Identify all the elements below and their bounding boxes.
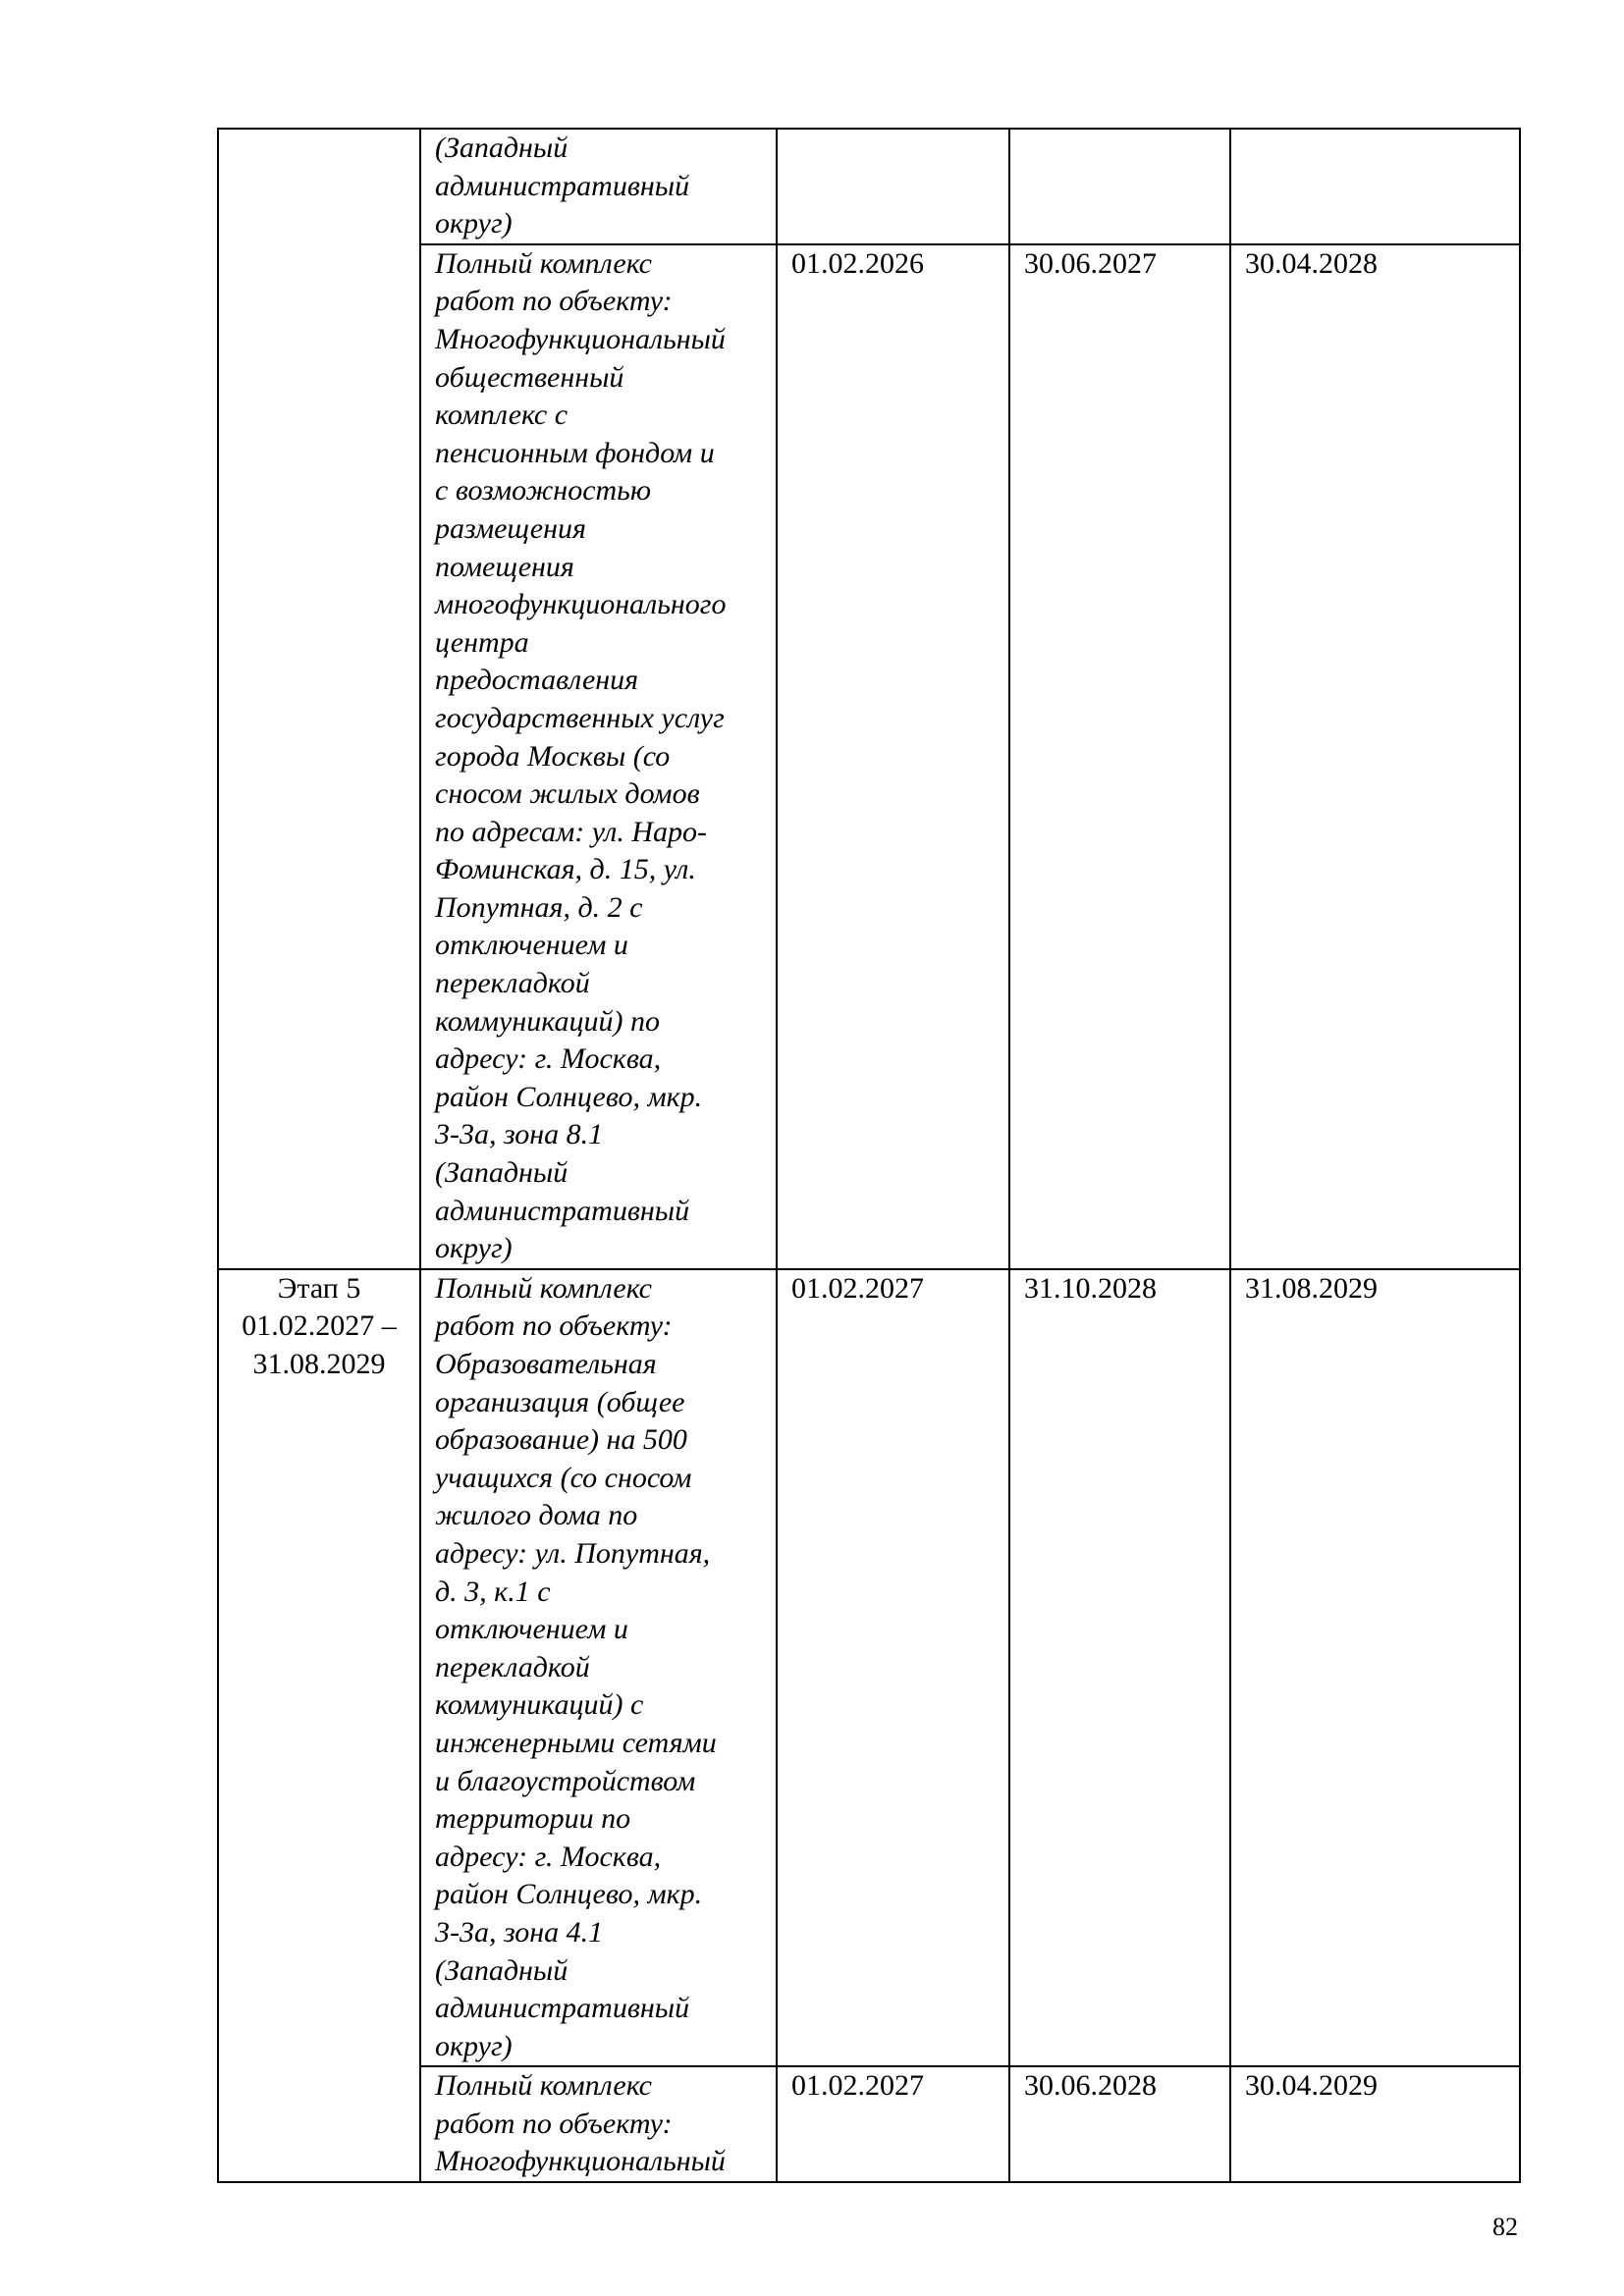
commissioning-date: 31.08.2029	[1230, 1269, 1520, 2066]
object-description: (Западный административный округ)	[420, 129, 777, 244]
commissioning-date	[1230, 129, 1520, 244]
stage-cell-previous	[218, 129, 420, 1269]
table-row	[218, 1269, 1520, 2066]
stage-5-cell: Этап 5 01.02.2027 – 31.08.2029	[218, 1269, 420, 2182]
construction-end-date: 30.06.2027	[1009, 244, 1230, 1269]
start-date	[777, 129, 1009, 244]
object-description: Полный комплекс работ по объекту: Многофункциональный	[420, 2066, 777, 2182]
construction-end-date: 31.10.2028	[1009, 1269, 1230, 2066]
start-date: 01.02.2027	[777, 2066, 1009, 2182]
commissioning-date: 30.04.2028	[1230, 244, 1520, 1269]
construction-end-date	[1009, 129, 1230, 244]
page-number: 82	[1492, 2213, 1518, 2241]
construction-end-date: 30.06.2028	[1009, 2066, 1230, 2182]
start-date: 01.02.2026	[777, 244, 1009, 1269]
schedule-table	[217, 128, 1521, 2183]
start-date: 01.02.2027	[777, 1269, 1009, 2066]
object-description: Полный комплекс работ по объекту: Образовательная организация (общее образование) на 500 учащихся (со сносом жилого дома по адресу: ул. Попутная, д. 3, к.1 с отключением и перекладкой коммуникаций) с инженерными сетями и благоустройством территории по адресу: г. Москва, район Солнцево, мкр. 3-3а, зона 4.1 (Западный административный округ)	[420, 1269, 777, 2066]
table-row	[218, 129, 1520, 244]
object-description: Полный комплекс работ по объекту: Многофункциональный общественный комплекс с пенсионным фондом и с возможностью размещения помещения многофункционального центра предоставления государственных услуг города Москвы (со сносом жилых домов по адресам: ул. Наро- Фоминская, д. 15, ул. Попутная, д. 2 с отключением и перекладкой коммуникаций) по адресу: г. Москва, район Солнцево, мкр. 3-3а, зона 8.1 (Западный административный округ)	[420, 244, 777, 1269]
commissioning-date: 30.04.2029	[1230, 2066, 1520, 2182]
